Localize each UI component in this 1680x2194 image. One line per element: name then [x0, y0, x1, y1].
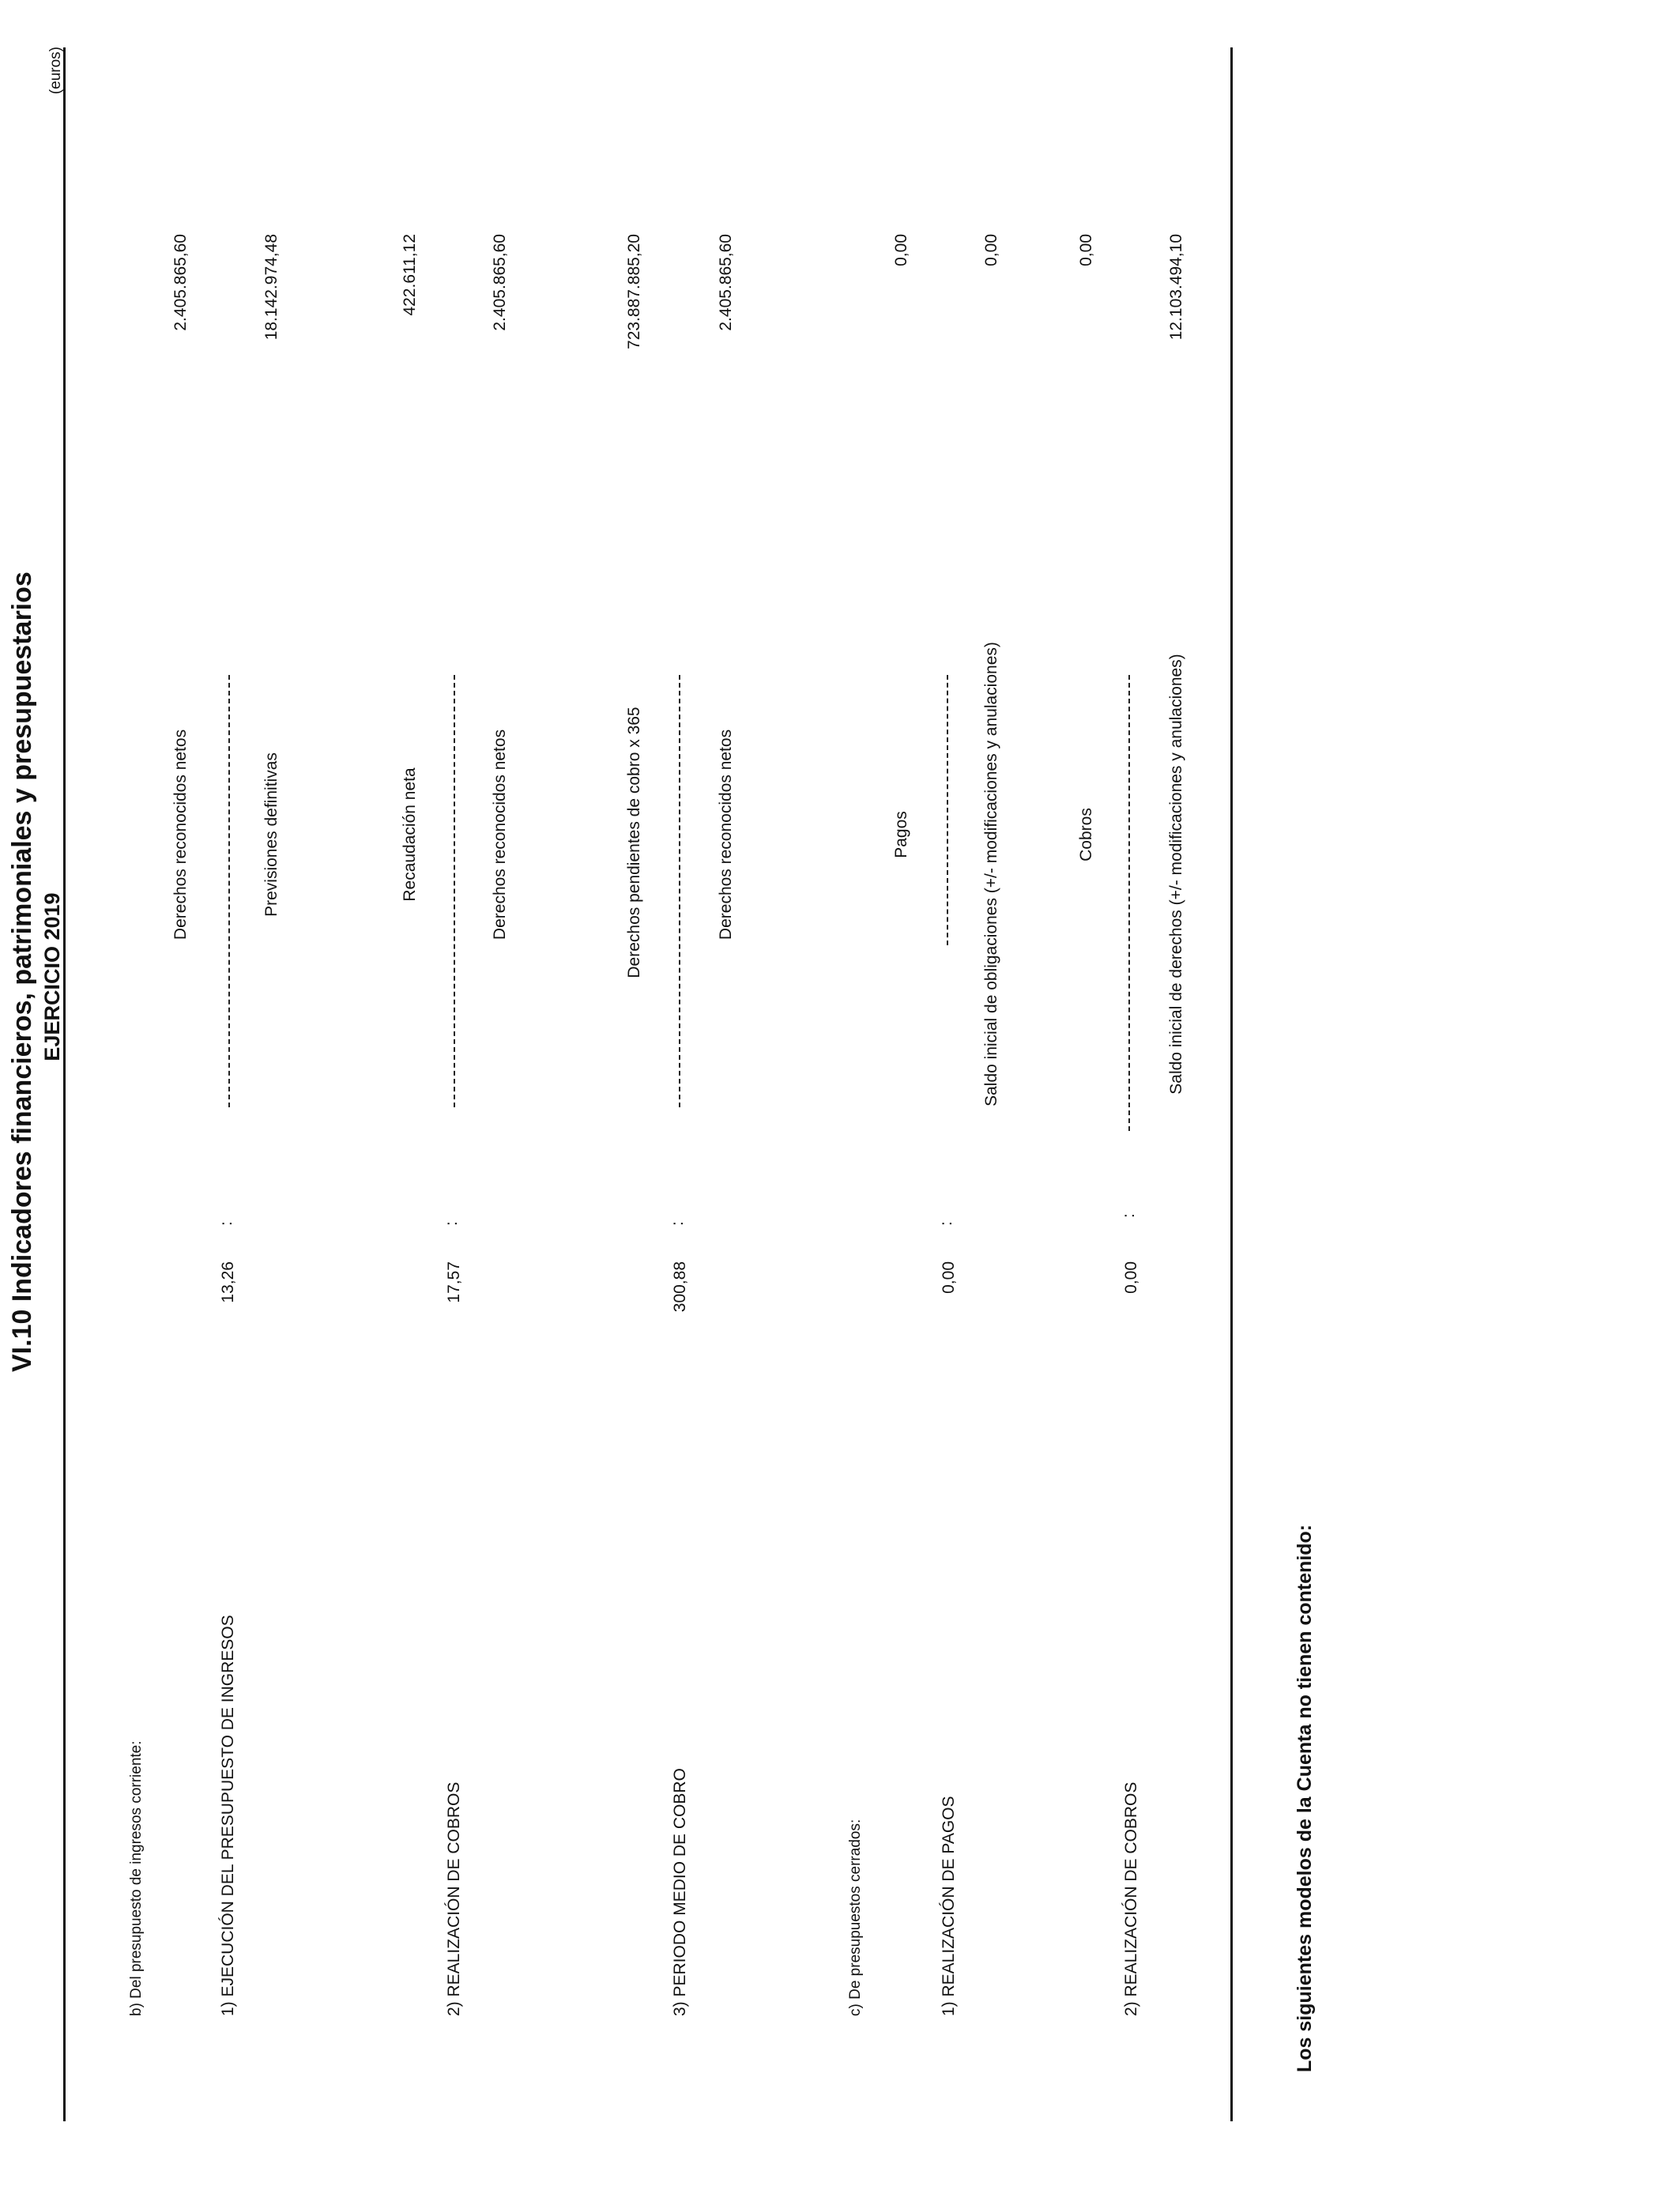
fraction-bar: [1128, 675, 1130, 1131]
top-rule: [63, 47, 66, 2121]
numerator-label: Recaudación neta: [401, 767, 419, 902]
denominator-value: 2.405.865,60: [491, 234, 509, 331]
denominator-label: Saldo inicial de derechos (+/- modificaciones y anulaciones): [1167, 654, 1185, 1095]
numerator-value: 0,00: [1077, 234, 1095, 266]
indicator-result: 17,57: [445, 1261, 463, 1303]
numerator-label: Cobros: [1077, 808, 1095, 861]
numerator-label: Derechos pendientes de cobro x 365: [625, 707, 643, 978]
denominator-label: Previsiones definitivas: [262, 752, 281, 917]
indicator-result: 0,00: [1122, 1261, 1140, 1294]
fraction-bar: [679, 675, 680, 1107]
denominator-value: 2.405.865,60: [717, 234, 735, 331]
page-title: VI.10 Indicadores financieros, patrimoniales y presupuestarios: [7, 571, 37, 1372]
numerator-value: 723.887.885,20: [625, 234, 643, 349]
indicator-label: 1) REALIZACIÓN DE PAGOS: [940, 1796, 958, 2016]
denominator-label: Derechos reconocidos netos: [491, 729, 509, 941]
numerator-value: 0,00: [892, 234, 910, 266]
indicator-label: 2) REALIZACIÓN DE COBROS: [1122, 1781, 1140, 2016]
indicator-result: 13,26: [219, 1261, 237, 1303]
numerator-label: Pagos: [892, 811, 910, 858]
indicator-label: 2) REALIZACIÓN DE COBROS: [445, 1781, 463, 2016]
indicator-colon: :: [669, 1221, 687, 1226]
numerator-label: Derechos reconocidos netos: [171, 729, 190, 941]
bottom-rule: [1230, 47, 1233, 2121]
indicator-label: 1) EJECUCIÓN DEL PRESUPUESTO DE INGRESOS: [219, 1615, 237, 2016]
indicator-result: 0,00: [940, 1261, 958, 1294]
units-label: (euros): [47, 47, 64, 95]
indicator-colon: :: [937, 1221, 955, 1226]
indicator-label: 3) PERIODO MEDIO DE COBRO: [671, 1768, 689, 2016]
section-c-heading: c) De presupuestos cerrados:: [847, 1819, 864, 2016]
footer-note: Los siguientes modelos de la Cuenta no tienen contenido:: [1294, 1524, 1316, 2072]
denominator-value: 18.142.974,48: [262, 234, 281, 341]
indicator-colon: :: [217, 1221, 235, 1226]
numerator-value: 422.611,12: [401, 234, 419, 316]
denominator-label: Saldo inicial de obligaciones (+/- modificaciones y anulaciones): [982, 642, 1000, 1106]
denominator-value: 12.103.494,10: [1167, 234, 1185, 341]
indicator-result: 300,88: [671, 1261, 689, 1313]
numerator-value: 2.405.865,60: [171, 234, 190, 331]
indicator-colon: :: [443, 1221, 461, 1226]
fraction-bar: [454, 675, 455, 1107]
page-subtitle: EJERCICIO 2019: [40, 892, 64, 1061]
section-b-heading: b) Del presupuesto de ingresos corriente:: [128, 1740, 145, 2016]
fraction-bar: [228, 675, 230, 1107]
fraction-bar: [947, 675, 948, 945]
indicator-colon: :: [1120, 1213, 1138, 1218]
denominator-value: 0,00: [982, 234, 1000, 266]
denominator-label: Derechos reconocidos netos: [717, 729, 735, 941]
